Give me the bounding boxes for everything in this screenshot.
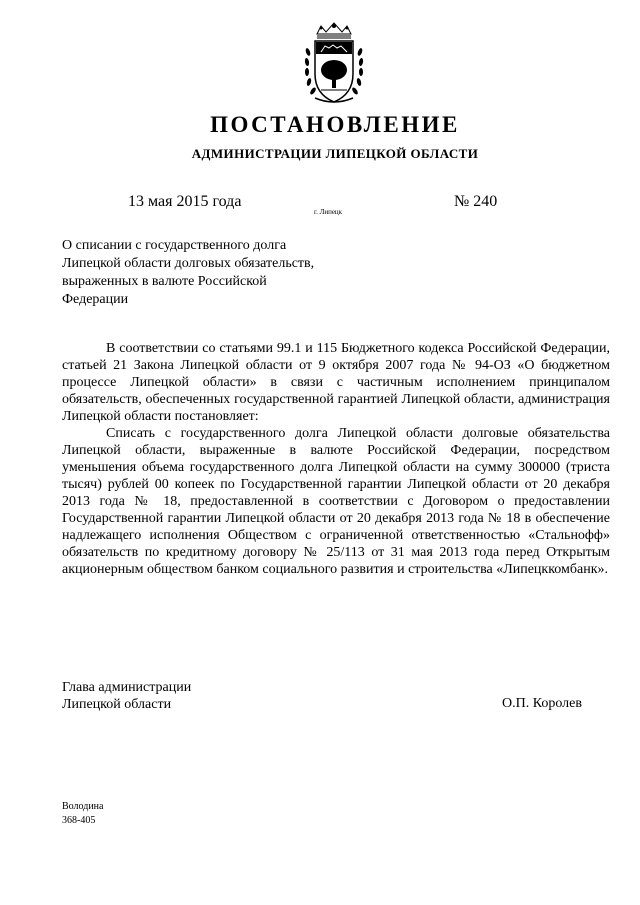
document-subtitle: АДМИНИСТРАЦИИ ЛИПЕЦКОЙ ОБЛАСТИ bbox=[191, 146, 479, 161]
document-number: № 240 bbox=[454, 193, 498, 210]
heading-line: выраженных в валюте Российской bbox=[62, 274, 267, 289]
signatory-position-line: Глава администрации bbox=[62, 680, 192, 695]
executor-info bbox=[62, 800, 103, 828]
signatory-position-line: Липецкой области bbox=[62, 697, 172, 712]
body-paragraph-preamble: В соответствии со статьями 99.1 и 115 Бюджетного кодекса Российской Федерации, статьей 21 Закона Липецкой области от 9 октября 2007 года № 94-ОЗ «О бюджетном процессе Липецкой области» в связи с частичным исполнением принципалом обязательств, обеспеченных государственной гарантией Липецкой области, администрация Липецкой области постановляет: bbox=[62, 341, 610, 424]
document-body bbox=[62, 340, 610, 578]
executor-name: Володина bbox=[62, 801, 104, 812]
document-title: ПОСТАНОВЛЕНИЕ bbox=[210, 112, 460, 137]
document-heading bbox=[62, 237, 362, 309]
document-city: г. Липецк bbox=[314, 208, 343, 216]
heading-line: О списании с государственного долга bbox=[62, 238, 287, 253]
signatory-name: О.П. Королев bbox=[502, 696, 582, 711]
heading-line: Липецкой области долговых обязательств, bbox=[62, 256, 315, 271]
document-date: 13 мая 2015 года bbox=[128, 193, 242, 210]
coat-of-arms-icon bbox=[303, 22, 365, 106]
heading-line: Федерации bbox=[62, 292, 129, 307]
executor-phone: 368-405 bbox=[62, 815, 96, 826]
signatory-position bbox=[62, 679, 191, 713]
body-paragraph-decision: Списать с государственного долга Липецкой области долговые обязательства Липецкой области, выраженные в валюте Российской Федерации, посредством уменьшения объема государственного долга Липецкой области на сумму 300000 (триста тысяч) рублей 00 копеек по Государственной гарантии Липецкой области от 20 декабря 2013 года № 18, предоставленной в соответствии с Договором о предоставлении Государственной гарантии Липецкой области от 20 декабря 2013 года № 18 в обеспечение надлежащего исполнения Обществом с ограниченной ответственностью «Стальнофф» обязательств по кредитному договору № 25/113 от 31 мая 2013 года перед Открытым акционерным обществом банком социального развития и строительства «Липецккомбанк». bbox=[62, 426, 610, 577]
